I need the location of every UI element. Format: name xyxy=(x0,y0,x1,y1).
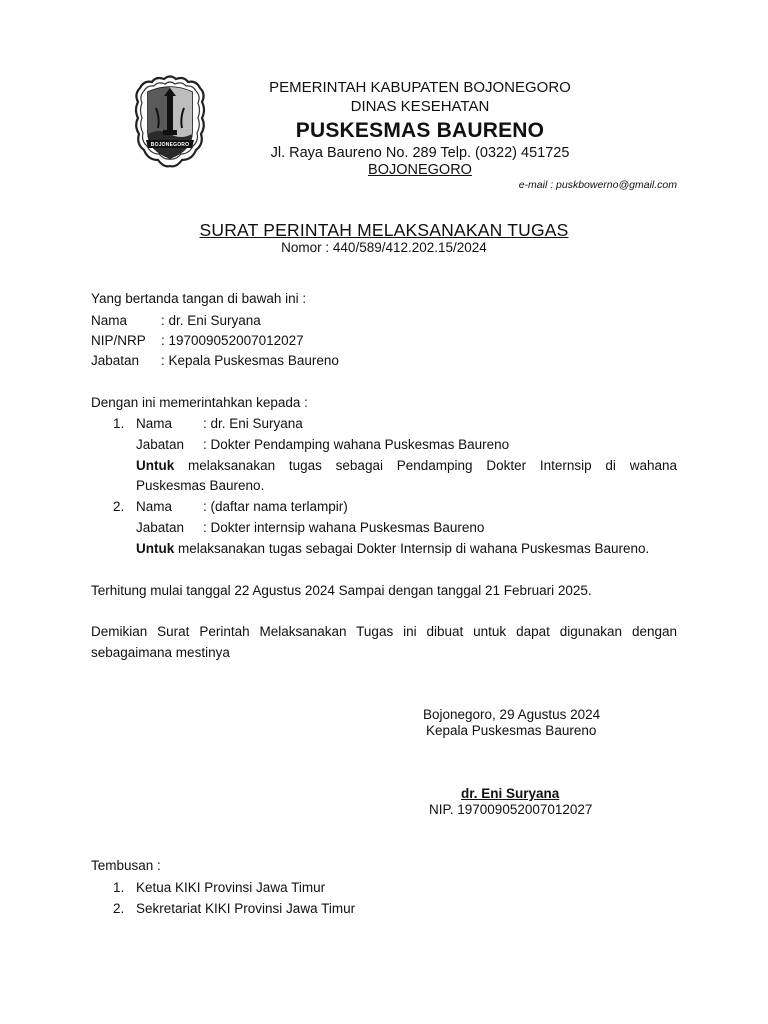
signer-name-label: Nama xyxy=(91,313,128,328)
signer-position-value: : Kepala Puskesmas Baureno xyxy=(161,353,339,368)
cc-item-1-text: Ketua KIKI Provinsi Jawa Timur xyxy=(136,880,326,895)
assignee-2-position-label: Jabatan xyxy=(136,520,185,535)
assignee-2-name-label: Nama xyxy=(136,499,173,514)
intro-text: Yang bertanda tangan di bawah ini : xyxy=(91,291,307,306)
letterhead-government: PEMERINTAH KABUPATEN BOJONEGORO xyxy=(269,79,571,96)
cc-item-1-number: 1. xyxy=(113,880,125,895)
bojonegoro-emblem-logo xyxy=(134,74,206,170)
letterhead-agency: DINAS KESEHATAN xyxy=(350,98,490,115)
assignee-2-purpose-label: Untuk xyxy=(136,541,175,556)
signer-name-value: : dr. Eni Suryana xyxy=(161,313,261,328)
assignee-1-number: 1. xyxy=(113,416,125,431)
letterhead-email: e-mail : puskbowerno@gmail.com xyxy=(518,179,677,191)
cc-item-2-number: 2. xyxy=(113,901,125,916)
signer-position-label: Jabatan xyxy=(91,353,140,368)
logo-ribbon-text: BOJONEGORO xyxy=(150,142,190,148)
period-text: Terhitung mulai tanggal 22 Agustus 2024 Sampai dengan tanggal 21 Februari 2025. xyxy=(91,583,592,598)
letterhead-city-text: BOJONEGORO xyxy=(368,162,472,178)
signer-nip-label: NIP/NRP xyxy=(91,333,146,348)
order-intro: Dengan ini memerintahkan kepada : xyxy=(91,395,308,410)
assignee-1-position-label: Jabatan xyxy=(136,437,185,452)
signer-nip-value: : 197009052007012027 xyxy=(161,333,304,348)
letterhead-address: Jl. Raya Baureno No. 289 Telp. (0322) 451725 xyxy=(270,145,570,161)
signature-name: dr. Eni Suryana xyxy=(461,786,560,801)
assignee-2-name-value: : (daftar nama terlampir) xyxy=(203,499,348,514)
closing-line2: sebagaimana mestinya xyxy=(91,645,230,660)
assignee-2-purpose xyxy=(136,541,649,557)
assignee-1-position-value: : Dokter Pendamping wahana Puskesmas Baureno xyxy=(203,437,510,452)
assignee-1-purpose-text: melaksanakan tugas sebagai Pendamping Dokter Internsip di wahana xyxy=(188,458,677,473)
cc-item-2-text: Sekretariat KIKI Provinsi Jawa Timur xyxy=(136,901,356,916)
closing-paragraph xyxy=(91,624,677,640)
assignee-2-position-value: : Dokter internsip wahana Puskesmas Baureno xyxy=(203,520,485,535)
letterhead-city xyxy=(220,162,620,178)
cc-label: Tembusan : xyxy=(91,858,161,873)
assignee-1-purpose-label: Untuk xyxy=(136,458,175,473)
assignee-1-name-label: Nama xyxy=(136,416,173,431)
assignee-2-number: 2. xyxy=(113,499,125,514)
assignee-1-purpose-line2: Puskesmas Baureno. xyxy=(136,478,265,493)
assignee-2-purpose-text: melaksanakan tugas sebagai Dokter Internsip di wahana Puskesmas Baureno. xyxy=(178,541,650,556)
assignee-1-purpose xyxy=(136,458,677,474)
assignee-1-purpose-line1 xyxy=(136,458,677,474)
letter-title: SURAT PERINTAH MELAKSANAKAN TUGAS xyxy=(199,220,569,240)
signature-place-date: Bojonegoro, 29 Agustus 2024 xyxy=(423,707,601,722)
letter-number: Nomor : 440/589/412.202.15/2024 xyxy=(281,240,487,255)
assignee-1-name-value: : dr. Eni Suryana xyxy=(203,416,303,431)
signature-nip: NIP. 197009052007012027 xyxy=(429,802,593,817)
letterhead-institution-name: PUSKESMAS BAURENO xyxy=(295,119,545,142)
signature-position: Kepala Puskesmas Baureno xyxy=(426,723,597,738)
closing-line1: Demikian Surat Perintah Melaksanakan Tugas ini dibuat untuk dapat digunakan dengan xyxy=(91,624,677,639)
